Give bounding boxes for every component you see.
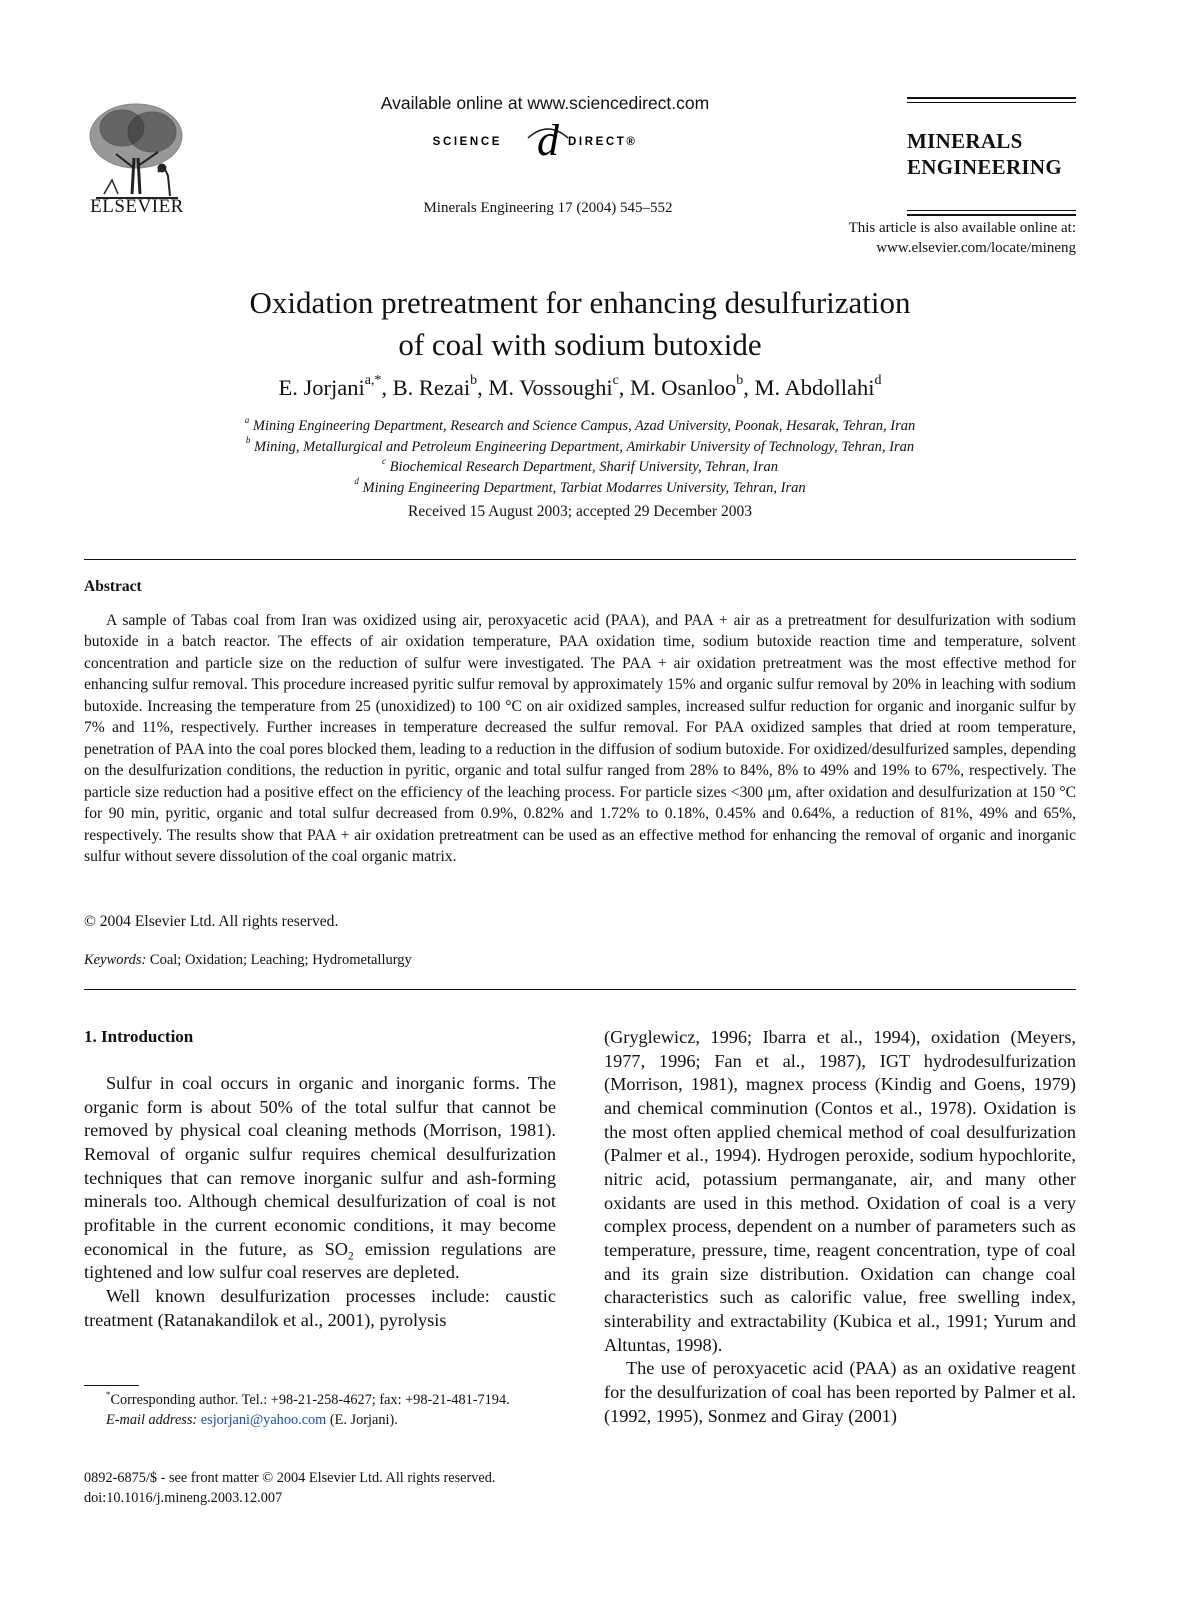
abstract-heading: Abstract [84, 578, 142, 595]
author-separator: , [381, 375, 393, 400]
paragraph-continued: (Gryglewicz, 1996; Ibarra et al., 1994), oxidation (Meyers, 1977, 1996; Fan et al., 1987), IGT hydrodesulfurization (Morrison, 1981), magnex process (Kindig and Goens, 1979) and chemical comminution (Contos et al., 1978). Oxidation is the most often applied chemical method of coal desulfurization (Palmer et al., 1994). Hydrogen peroxide, sodium hypochlorite, nitric acid, potassium permanganate, air, and many other oxidants are used in this method. Oxidation of coal is a very complex process, dependent on a number of parameters such as temperature, pressure, time, reagent concentration, type of coal and its grain size distribution. Oxidation can change coal characteristics such as calorific value, free swelling index, sinterability and extractability (Kubica et al., 1991; Yurum and Altuntas, 1998). [604, 1027, 1076, 1355]
online-availability-note [780, 218, 1076, 258]
journal-rule-bottom [907, 210, 1076, 211]
affiliations [100, 416, 1060, 498]
author-list [100, 375, 1060, 401]
section-heading-introduction: 1. Introduction [84, 1027, 194, 1046]
footnote-text: Corresponding author. Tel.: +98-21-258-4627; fax: +98-21-481-7194. [110, 1392, 510, 1408]
author-name: M. Vossoughi [488, 375, 613, 400]
left-column [84, 1072, 556, 1332]
keywords-list: Coal; Oxidation; Leaching; Hydrometallurgy [149, 952, 412, 968]
author-separator: , [743, 375, 755, 400]
journal-name-line2: ENGINEERING [907, 155, 1062, 179]
journal-rule-top [907, 97, 1076, 99]
footnote-rule [84, 1385, 139, 1386]
footnote-mark: * [106, 1388, 111, 1399]
front-matter [84, 1468, 584, 1508]
online-note-url[interactable]: www.elsevier.com/locate/mineng [876, 240, 1076, 256]
paragraph: Well known desulfurization processes include: caustic treatment (Ratanakandilok et al., 2001), pyrolysis [84, 1285, 556, 1330]
paragraph-text: emission regulations are tightened and low sulfur coal reserves are depleted. [84, 1238, 556, 1283]
affiliation-item [100, 457, 1060, 478]
email-owner: (E. Jorjani). [326, 1412, 398, 1428]
email-link[interactable]: esjorjani@yahoo.com [200, 1412, 327, 1428]
keywords [84, 952, 412, 969]
author-affil-mark[interactable]: c [612, 373, 619, 389]
author-separator: , [477, 375, 489, 400]
paragraph: The use of peroxyacetic acid (PAA) as an oxidative reagent for the desulfurization of coal has been reported by Palmer et al. (1992, 1995), Sonmez and Giray (2001) [604, 1358, 1076, 1426]
title-line1: Oxidation pretreatment for enhancing desulfurization [249, 285, 911, 320]
affiliation-text: Mining, Metallurgical and Petroleum Engineering Department, Amirkabir University of Technology, Tehran, Iran [254, 438, 915, 455]
affiliation-mark: c [382, 455, 386, 466]
author-affil-mark[interactable]: a,* [364, 373, 382, 389]
affiliation-mark: a [244, 414, 250, 425]
author-name: B. Rezai [392, 375, 471, 400]
issn-line: 0892-6875/$ - see front matter © 2004 Elsevier Ltd. All rights reserved. [84, 1470, 496, 1486]
email-label: E-mail address: [106, 1412, 198, 1428]
abstract-body: A sample of Tabas coal from Iran was oxidized using air, peroxyacetic acid (PAA), and PAA + air as a pretreatment for desulfurization with sodium butoxide in a batch reactor. The effects of air oxidation temperature, PAA oxidation time, sodium butoxide reaction time and temperature, solvent concentration and particle size on the reduction of sulfur were investigated. The PAA + air oxidation pretreatment was the most effective method for enhancing sulfur removal. This procedure increased pyritic sulfur removal by approximately 15% and organic sulfur removal by 20% in leaching with sodium butoxide. Increasing the temperature from 25 (unoxidized) to 100 °C on air oxidized samples, increased sulfur reduction for organic and inorganic sulfur by 7% and 11%, respectively. Further increases in temperature decreased the sulfur removal. For PAA oxidized samples that dried at room temperature, penetration of PAA into the coal pores blocked them, leading to a reduction in the diffusion of sodium butoxide. For oxidized/desulfurized samples, depending on the desulfurization conditions, the reduction in pyritic, organic and total sulfur ranged from 28% to 84%, 8% to 49% and 19% to 67%, respectively. The particle size reduction had a positive effect on the efficiency of the leaching process. For particle sizes <300 μm, after oxidation and desulfurization at 150 °C for 90 min, pyritic, organic and total sulfur decreased from 0.9%, 0.82% and 1.72% to 0.18%, 0.45% and 0.64%, a reduction of 81%, 49% and 65%, respectively. The results show that PAA + air oxidation pretreatment can be used as an effective method for enhancing the removal of organic and inorganic sulfur without severe dissolution of the coal organic matrix. [84, 612, 1076, 865]
paper-title [100, 282, 1060, 366]
divider [84, 559, 1076, 560]
journal-name-line1: MINERALS [907, 129, 1023, 153]
affiliation-mark: b [245, 435, 251, 446]
author-name: M. Osanloo [630, 375, 737, 400]
sd-logo-mark: d [537, 116, 559, 165]
title-line2: of coal with sodium butoxide [398, 327, 762, 362]
right-column [604, 1026, 1076, 1428]
author-name: M. Abdollahi [754, 375, 875, 400]
publisher-name: ELSEVIER [90, 196, 184, 217]
journal-rule-top-2 [907, 102, 1076, 103]
divider [84, 989, 1076, 990]
affiliation-mark: d [354, 476, 359, 487]
footnotes [84, 1390, 556, 1430]
author-affil-mark[interactable]: d [874, 373, 882, 389]
affiliation-item [100, 437, 1060, 458]
author-affil-mark[interactable]: b [736, 373, 744, 389]
paragraph [84, 1072, 556, 1285]
author-affil-mark[interactable]: b [470, 373, 478, 389]
affiliation-item [100, 478, 1060, 499]
doi-line[interactable]: doi:10.1016/j.mineng.2003.12.007 [84, 1490, 283, 1506]
author-name: E. Jorjani [278, 375, 365, 400]
keywords-label: Keywords: [84, 952, 147, 968]
abstract-copyright: © 2004 Elsevier Ltd. All rights reserved. [84, 913, 339, 930]
paragraph-text: Sulfur in coal occurs in organic and inorganic forms. The organic form is about 50% of the total sulfur that cannot be removed by physical coal cleaning methods (Morrison, 1981). Removal of organic sulfur requires chemical desulfurization techniques that can remove inorganic sulfur and ash-forming minerals too. Although chemical desulfurization of coal is not profitable in the current economic conditions, it may become economical in the future, as SO [84, 1073, 556, 1259]
available-online-text: Available online at www.sciencedirect.com [380, 93, 710, 113]
online-note-line1: This article is also available online at: [848, 220, 1076, 236]
affiliation-item [100, 416, 1060, 437]
sciencedirect-logo-icon [432, 116, 655, 168]
affiliation-text: Biochemical Research Department, Sharif University, Tehran, Iran [389, 459, 778, 475]
author-separator: , [618, 375, 631, 400]
affiliation-text: Mining Engineering Department, Tarbiat Modarres University, Tehran, Iran [362, 479, 806, 496]
received-dates: Received 15 August 2003; accepted 29 December 2003 [408, 503, 752, 520]
journal-name [907, 128, 1087, 180]
sd-logo-left: SCIENCE [432, 136, 502, 148]
corresponding-author-note [84, 1390, 556, 1410]
journal-citation: Minerals Engineering 17 (2004) 545–552 [423, 200, 673, 216]
affiliation-text: Mining Engineering Department, Research and Science Campus, Azad University, Poonak, Hesarak, Tehran, Iran [252, 418, 916, 434]
subscript: 2 [347, 1250, 354, 1263]
email-note [84, 1410, 556, 1430]
sd-logo-right: DIRECT® [568, 136, 638, 148]
journal-rule-bottom-2 [907, 214, 1076, 216]
